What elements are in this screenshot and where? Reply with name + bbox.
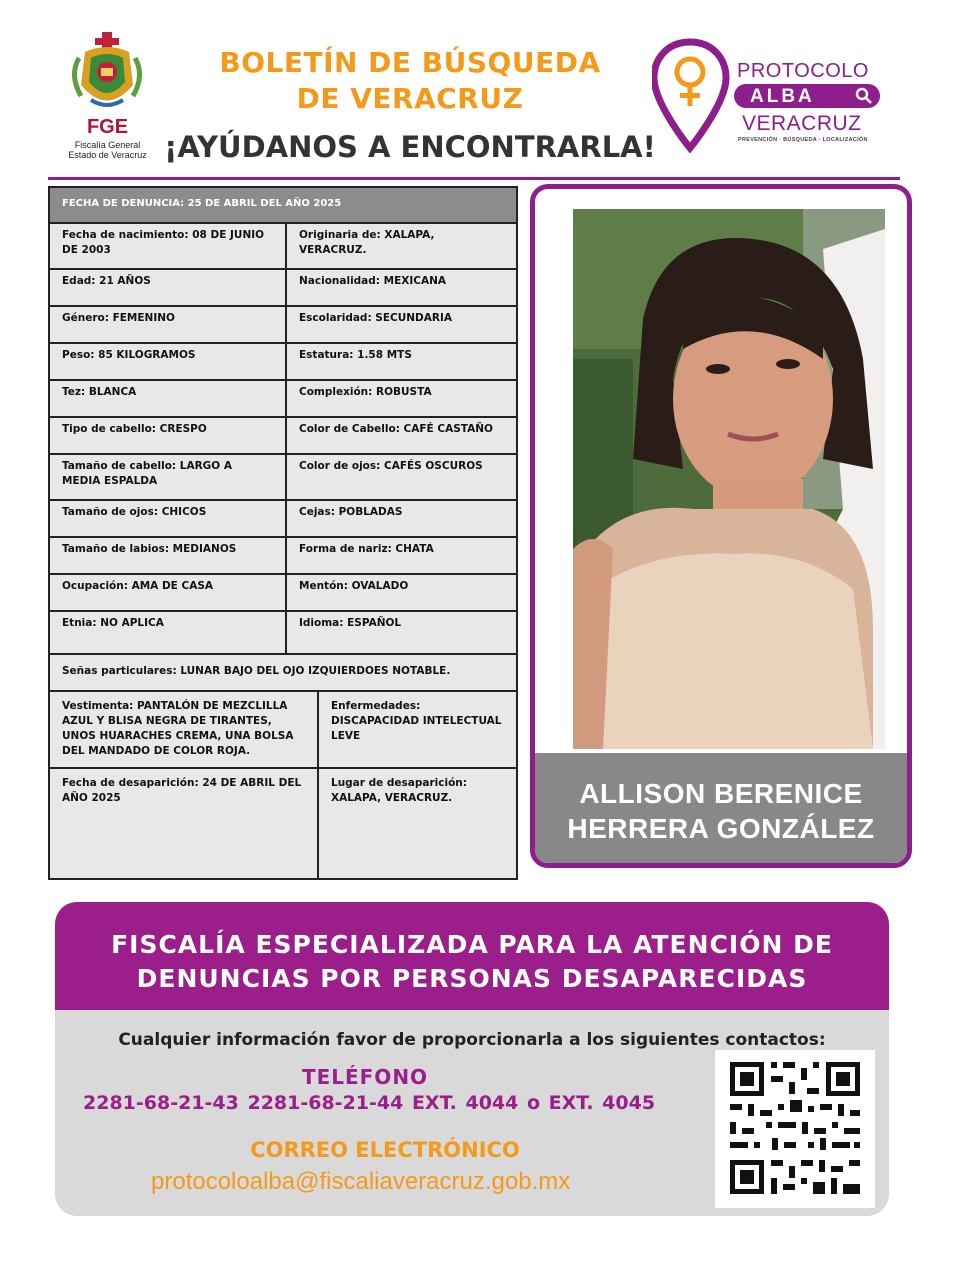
magnifier-icon: [854, 86, 874, 106]
alba-logo-line-1: PROTOCOLO: [737, 60, 869, 82]
female-location-pin-icon: [652, 38, 732, 153]
alba-logo-line-3: VERACRUZ: [742, 112, 862, 135]
alba-logo-tagline: PREVENCIÓN · BÚSQUEDA · LOCALIZACIÓN: [738, 137, 868, 143]
fge-logo-text: FGE: [86, 116, 129, 138]
email-label: CORREO ELECTRÓNICO: [250, 1138, 520, 1162]
distinguishing-marks-cell: Señas particulares: LUNAR BAJO DEL OJO IZQUIERDOES NOTABLE.: [50, 655, 516, 692]
table-cell: Originaria de: XALAPA, VERACRUZ.: [287, 224, 516, 270]
table-cell: Peso: 85 KILOGRAMOS: [50, 344, 287, 381]
table-cell: Escolaridad: SECUNDARIA: [287, 307, 516, 344]
missing-person-photo-panel: [530, 184, 912, 868]
fiscalia-banner: [55, 902, 889, 1012]
protocolo-alba-logo: [652, 38, 892, 153]
disappearance-date-cell: Fecha de desaparición: 24 DE ABRIL DEL AÑO 2025: [50, 769, 319, 878]
table-cell: Nacionalidad: MEXICANA: [287, 270, 516, 307]
table-cell: Tamaño de cabello: LARGO A MEDIA ESPALDA: [50, 455, 287, 501]
fge-subtitle-line-1: Fiscalía General: [74, 140, 141, 150]
missing-person-name-box: [535, 753, 907, 863]
phone-numbers[interactable]: 2281-68-21-43 2281-68-21-44 EXT. 4044 o EXT. 4045: [83, 1092, 656, 1114]
fiscalia-banner-line-2: DENUNCIAS POR PERSONAS DESAPARECIDAS: [136, 964, 808, 993]
table-cell: Etnia: NO APLICA: [50, 612, 287, 655]
table-cell: Complexión: ROBUSTA: [287, 381, 516, 418]
disappearance-place-cell: Lugar de desaparición: XALAPA, VERACRUZ.: [319, 769, 516, 878]
table-cell: Color de Cabello: CAFÉ CASTAÑO: [287, 418, 516, 455]
table-cell: Tamaño de labios: MEDIANOS: [50, 538, 287, 575]
missing-person-name-line-1: ALLISON BERENICE: [579, 778, 863, 809]
qr-code-icon[interactable]: [715, 1050, 875, 1208]
table-cell: Edad: 21 AÑOS: [50, 270, 287, 307]
table-cell: Ocupación: AMA DE CASA: [50, 575, 287, 612]
table-cell: Fecha de nacimiento: 08 DE JUNIO DE 2003: [50, 224, 287, 270]
table-cell: Tamaño de ojos: CHICOS: [50, 501, 287, 538]
table-cell: Forma de nariz: CHATA: [287, 538, 516, 575]
veracruz-coat-of-arms-icon: [55, 30, 160, 118]
bulletin-title-line-1: BOLETÍN DE BÚSQUEDA: [219, 46, 601, 79]
table-cell: Idioma: ESPAÑOL: [287, 612, 516, 655]
phone-label: TELÉFONO: [301, 1065, 429, 1089]
fge-logo: [55, 30, 160, 165]
header-divider: [48, 177, 900, 180]
help-find-her-subtitle: ¡AYÚDANOS A ENCONTRARLA!: [164, 130, 656, 164]
missing-person-info-table: [48, 186, 518, 880]
email-link[interactable]: protocoloalba@fiscaliaveracruz.gob.mx: [151, 1168, 571, 1195]
clothing-cell: Vestimenta: PANTALÓN DE MEZCLILLA AZUL Y BLISA NEGRA DE TIRANTES, UNOS HUARACHES CREMA, UNA BOLSA DEL MANDADO DE COLOR ROJA.: [50, 692, 319, 769]
contact-box: [55, 1010, 889, 1216]
table-cell: Tez: BLANCA: [50, 381, 287, 418]
bulletin-title-line-2: DE VERACRUZ: [296, 82, 524, 115]
table-cell: Tipo de cabello: CRESPO: [50, 418, 287, 455]
contact-intro: Cualquier información favor de proporcionarla a los siguientes contactos:: [118, 1030, 826, 1050]
table-cell: Cejas: POBLADAS: [287, 501, 516, 538]
table-cell: Estatura: 1.58 MTS: [287, 344, 516, 381]
alba-logo-line-2: ALBA: [750, 86, 815, 107]
fiscalia-banner-line-1: FISCALÍA ESPECIALIZADA PARA LA ATENCIÓN DE: [111, 930, 833, 959]
table-cell: Color de ojos: CAFÉS OSCUROS: [287, 455, 516, 501]
table-cell: Género: FEMENINO: [50, 307, 287, 344]
missing-person-photo: [573, 209, 885, 749]
illnesses-cell: Enfermedades: DISCAPACIDAD INTELECTUAL LEVE: [319, 692, 516, 769]
fge-subtitle-line-2: Estado de Veracruz: [68, 150, 147, 160]
report-date-cell: FECHA DE DENUNCIA: 25 DE ABRIL DEL AÑO 2025: [50, 188, 516, 224]
table-cell: Mentón: OVALADO: [287, 575, 516, 612]
missing-person-name-line-2: HERRERA GONZÁLEZ: [567, 813, 875, 844]
fge-logo-subtitle: [55, 140, 160, 160]
